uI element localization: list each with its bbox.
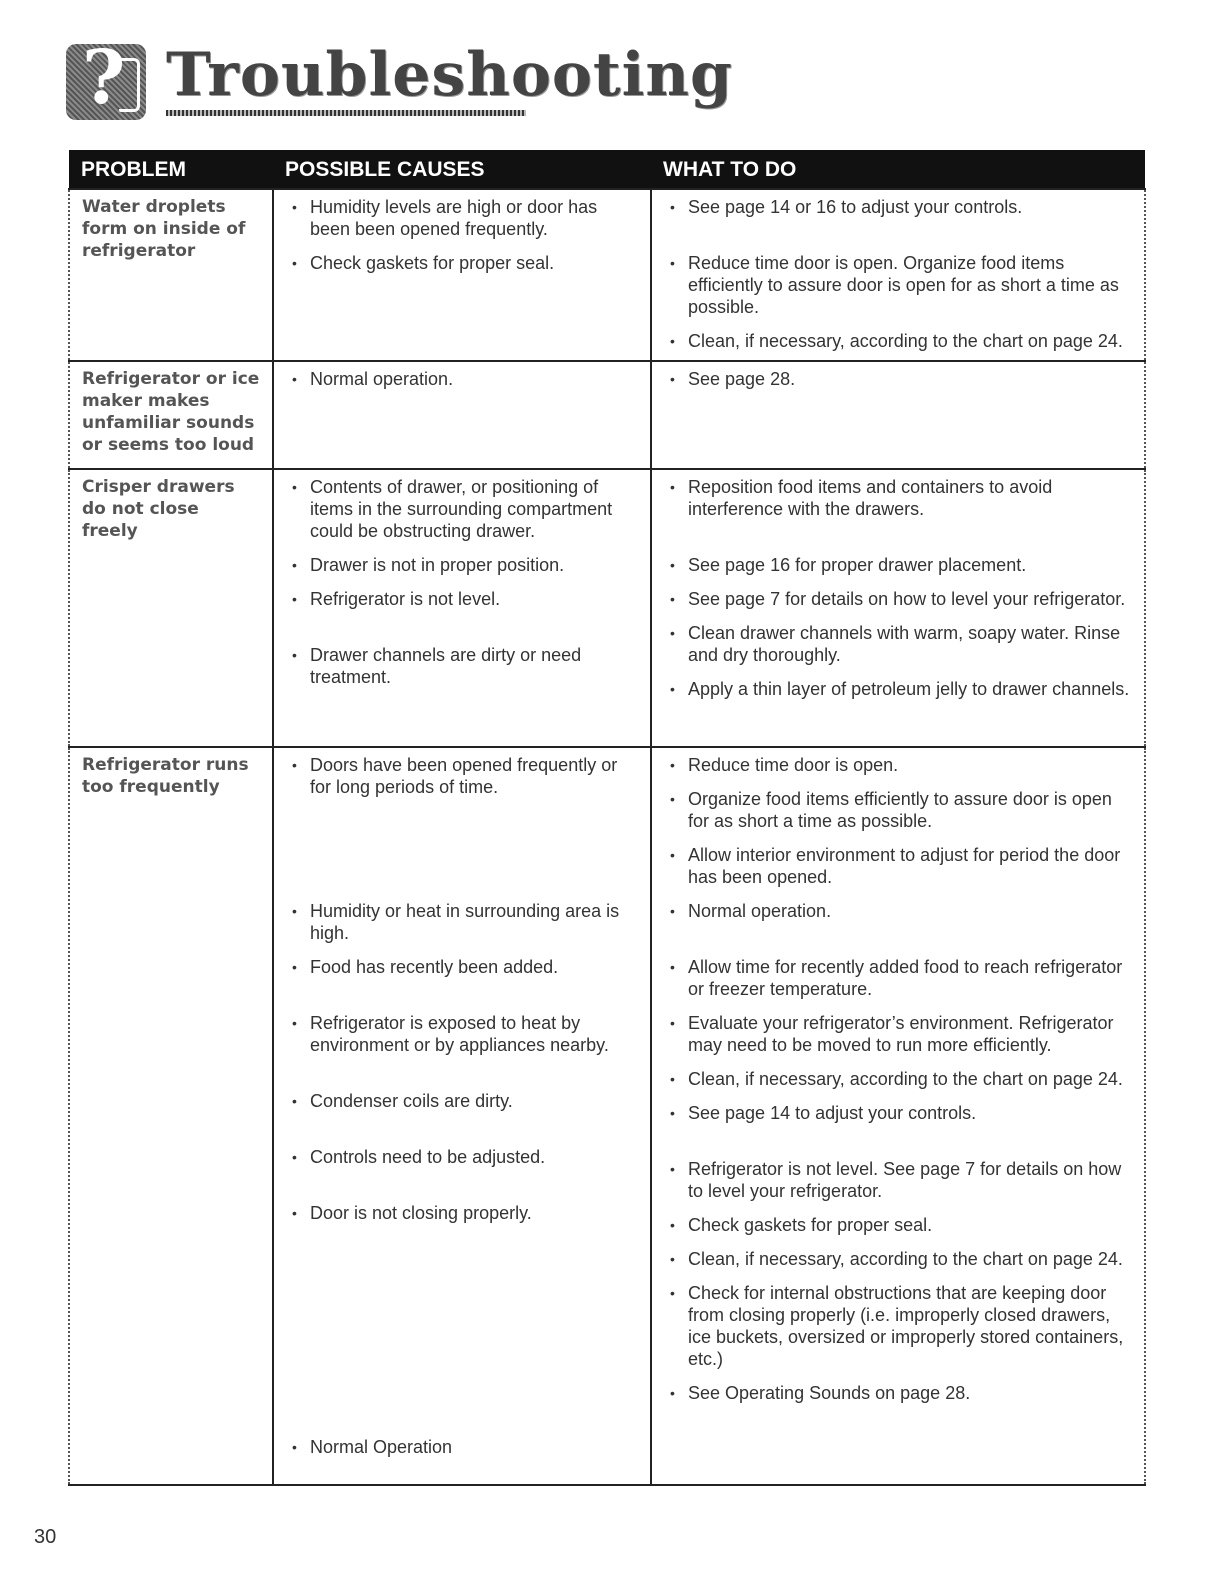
cause-item: • Contents of drawer, or positioning of items in the surrounding compartment could be obstructing drawer. (286, 476, 638, 542)
todo-item: • See page 14 to adjust your controls. (664, 1102, 1132, 1124)
column-header-what-to-do: WHAT TO DO (651, 150, 1145, 189)
cause-item: • Humidity or heat in surrounding area is high. (286, 900, 638, 944)
cause-item: • Check gaskets for proper seal. (286, 252, 638, 274)
problem-text: Refrigerator runs too frequently (82, 755, 249, 797)
cause-item: • Food has recently been added. (286, 956, 638, 978)
todo-item: • See page 16 for proper drawer placement. (664, 554, 1132, 576)
title-underline (166, 110, 526, 116)
cause-item: • Refrigerator is not level. (286, 588, 638, 610)
todo-item: • Normal operation. (664, 900, 1132, 922)
problem-text: Refrigerator or ice maker makes unfamiliar sounds or seems too loud (82, 369, 260, 455)
page-header (66, 40, 733, 130)
todo-item: • Clean, if necessary, according to the chart on page 24. (664, 1068, 1132, 1090)
cause-item: • Controls need to be adjusted. (286, 1146, 638, 1168)
problem-cell (69, 189, 273, 361)
todo-item: • Organize food items efficiently to assure door is open for as short a time as possible. (664, 788, 1132, 832)
cause-item: • Normal operation. (286, 368, 638, 390)
causes-cell (273, 361, 651, 469)
todo-item: • Apply a thin layer of petroleum jelly to drawer channels. (664, 678, 1132, 700)
cause-item: • Normal Operation (286, 1436, 638, 1458)
problem-text: Water droplets form on inside of refrigerator (82, 197, 246, 261)
todo-cell (651, 469, 1145, 747)
column-header-problem: PROBLEM (69, 150, 273, 189)
causes-cell (273, 469, 651, 747)
todo-item: • Check gaskets for proper seal. (664, 1214, 1132, 1236)
cause-item: • Condenser coils are dirty. (286, 1090, 638, 1112)
todo-item: • Reduce time door is open. (664, 754, 1132, 776)
cause-item: • Refrigerator is exposed to heat by environment or by appliances nearby. (286, 1012, 638, 1056)
causes-cell (273, 747, 651, 1485)
todo-item: • Clean, if necessary, according to the chart on page 24. (664, 330, 1132, 352)
todo-item: • Reposition food items and containers to avoid interference with the drawers. (664, 476, 1132, 520)
todo-item: • Clean drawer channels with warm, soapy water. Rinse and dry thoroughly. (664, 622, 1132, 666)
cause-item: • Door is not closing properly. (286, 1202, 638, 1224)
todo-item: • Evaluate your refrigerator’s environment. Refrigerator may need to be moved to run more efficiently. (664, 1012, 1132, 1056)
table-row (69, 747, 1145, 1485)
table-row (69, 469, 1145, 747)
cause-item: • Humidity levels are high or door has been been opened frequently. (286, 196, 638, 240)
problem-text: Crisper drawers do not close freely (82, 477, 235, 541)
column-header-causes: POSSIBLE CAUSES (273, 150, 651, 189)
todo-cell (651, 747, 1145, 1485)
todo-item: • Allow time for recently added food to reach refrigerator or freezer temperature. (664, 956, 1132, 1000)
todo-item: • See page 14 or 16 to adjust your controls. (664, 196, 1132, 218)
table-row (69, 361, 1145, 469)
todo-item: • Reduce time door is open. Organize food items efficiently to assure door is open for as short a time as possible. (664, 252, 1132, 318)
cause-item: • Drawer channels are dirty or need treatment. (286, 644, 638, 688)
table-row (69, 189, 1145, 361)
page-title: Troubleshooting (166, 40, 733, 110)
todo-item: • See page 7 for details on how to level your refrigerator. (664, 588, 1132, 610)
todo-item: • Check for internal obstructions that are keeping door from closing properly (i.e. improperly closed drawers, ice buckets, oversized or improperly stored containers, etc.) (664, 1282, 1132, 1370)
question-mark-icon: ? (66, 44, 146, 120)
causes-cell (273, 189, 651, 361)
todo-item: • Refrigerator is not level. See page 7 for details on how to level your refrigerator. (664, 1158, 1132, 1202)
todo-item: • Clean, if necessary, according to the chart on page 24. (664, 1248, 1132, 1270)
problem-cell (69, 747, 273, 1485)
todo-cell (651, 361, 1145, 469)
table-header-row (69, 150, 1145, 189)
troubleshooting-table (68, 150, 1146, 1486)
todo-cell (651, 189, 1145, 361)
page-number: 30 (34, 1526, 57, 1548)
problem-cell (69, 361, 273, 469)
cause-item: • Drawer is not in proper position. (286, 554, 638, 576)
cause-item: • Doors have been opened frequently or for long periods of time. (286, 754, 638, 798)
todo-item: • See Operating Sounds on page 28. (664, 1382, 1132, 1404)
problem-cell (69, 469, 273, 747)
todo-item: • Allow interior environment to adjust for period the door has been opened. (664, 844, 1132, 888)
todo-item: • See page 28. (664, 368, 1132, 390)
